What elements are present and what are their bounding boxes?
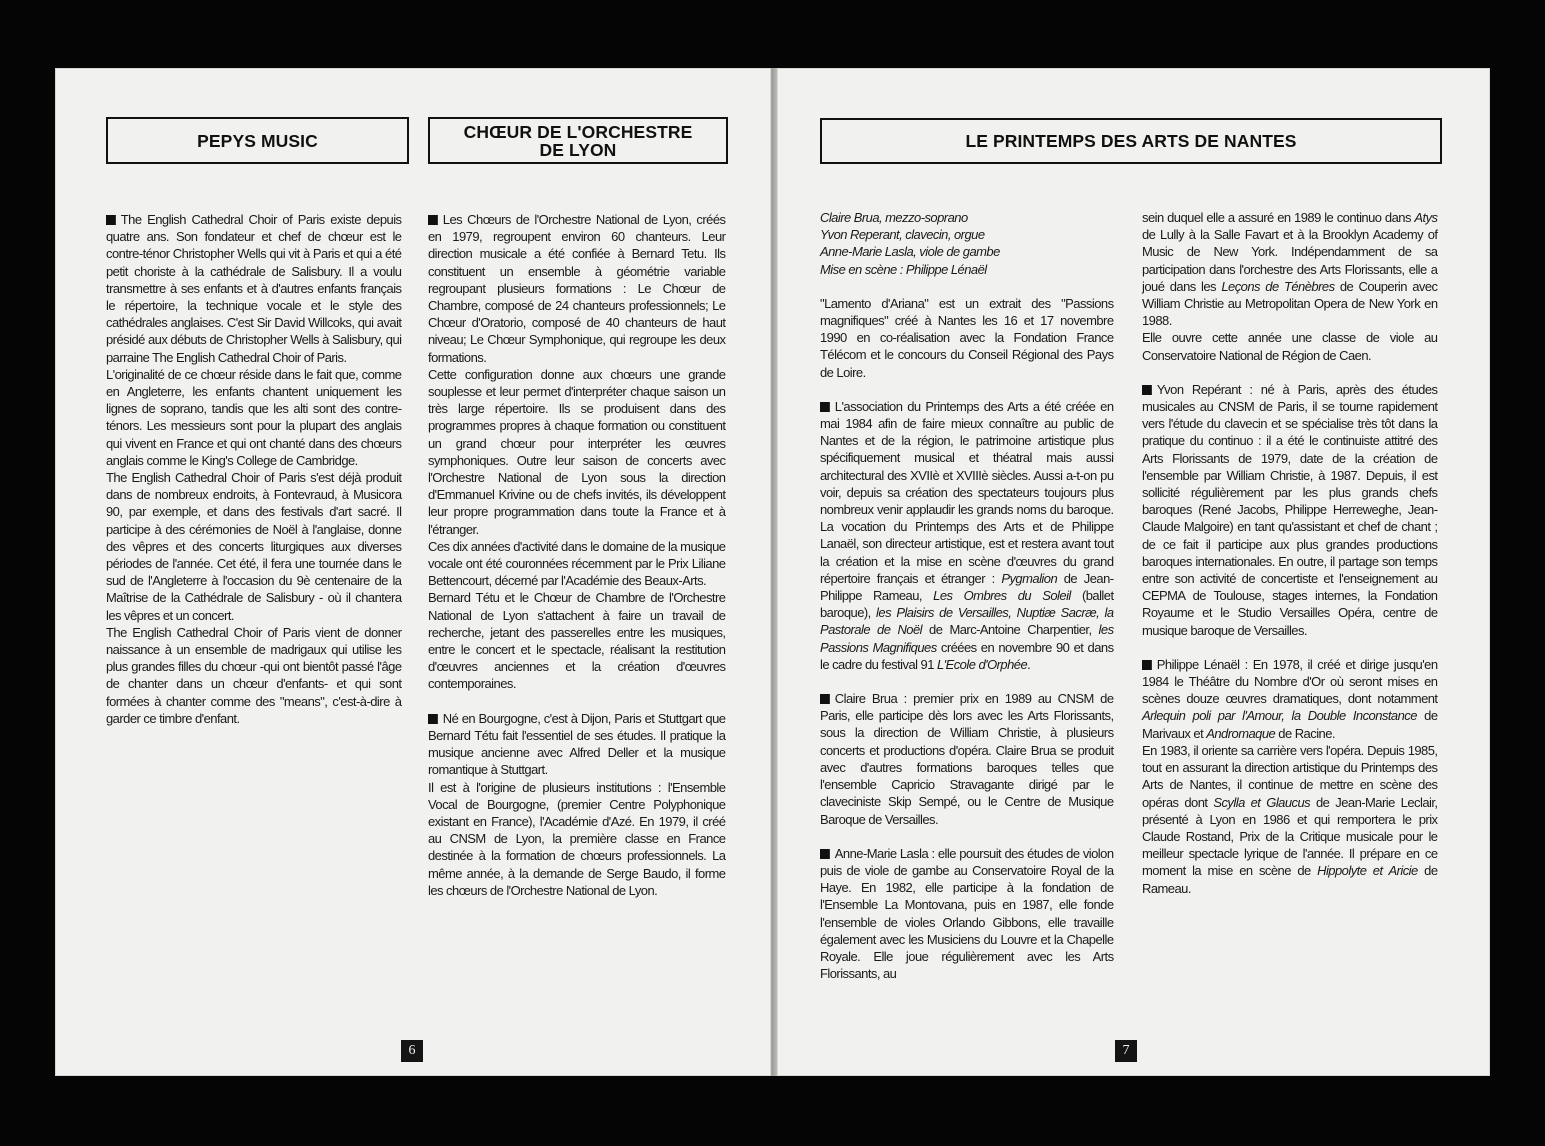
header-choeur-lyon: CHŒUR DE L'ORCHESTRE DE LYON [428,117,728,164]
column-choeur-lyon [428,211,725,899]
paragraph: En 1983, il oriente sa carrière vers l'opéra. Depuis 1985, tout en assurant la direction artistique du Printemps des Arts de Nantes, il continue de mettre en scène des opéras dont Scylla et Glaucus de Jean-Marie Leclair, présenté à Lyon en 1986 et qui remportera le prix Claude Rostand, Prix de la Critique musicale pour le meilleur spectacle lyrique de l'année. Il prépare en ce moment la mise en scène de Hippolyte et Aricie de Rameau. [1142,742,1438,896]
paragraph: Anne-Marie Lasla : elle poursuit des études de violon puis de viole de gambe au Conservatoire Royal de la Haye. En 1982, elle participe à la fondation de l'Ensemble La Montovana, puis en 1987, elle fonde l'ensemble de violes Orlando Gibbons, elle travaille également avec les Musiciens du Louvre et la Chapelle Royale. Elle joue régulièrement avec les Arts Florissants, au [820,845,1114,982]
bullet-icon [820,402,830,412]
bullet-icon [820,694,830,704]
column-printemps-1 [820,209,1114,982]
paragraph: L'association du Printemps des Arts a été créée en mai 1984 afin de faire mieux connaître au public de Nantes et de la région, le patrimoine artistique plus spécifiquement musical et théatral mais aussi architectural des XVIIè et XVIIIè siècles. Aussi a-t-on pu voir, depuis sa création des spectateurs toujours plus nombreux venir applaudir les grands noms du baroque. La vocation du Printemps des Arts et de Philippe Lanaël, son directeur artistique, est et restera avant tout la création et la mise en scène d'œuvres du grand répertoire français et étranger : Pygmalion de Jean-Philippe Rameau, Les Ombres du Soleil (ballet baroque), les Plaisirs de Versailles, Nuptiæ Sacræ, la Pastorale de Noël de Marc-Antoine Charpentier, les Passions Magnifiques créées en novembre 90 et dans le cadre du festival 91 L'Ecole d'Orphée. [820,398,1114,672]
paragraph: The English Cathedral Choir of Paris vient de donner naissance à un ensemble de madrigaux qui utilise les plus grandes filles du chœur -qui ont bientôt passé l'âge de chanter dans un chœur d'enfants- et qui sont formées à chanter comme des "means", c'est-à-dire à garder ce timbre d'enfant. [106,624,402,726]
bullet-icon [428,714,438,724]
bullet-icon [1142,385,1152,395]
paragraph: Il est à l'origine de plusieurs institutions : l'Ensemble Vocal de Bourgogne, (premier Centre Polyphonique existant en France), l'Académie d'Azé. En 1979, il créé au CNSM de Lyon, la première classe en France destinée à la formation de chœurs professionnels. La même année, à la demande de Serge Baudo, il forme les chœurs de l'Orchestre National de Lyon. [428,779,726,898]
paragraph: The English Cathedral Choir of Paris s'est déjà produit dans de nombreux endroits, à Fontevraud, à Musicora 90, par exemple, et dans des festivals d'art sacré. Il participe à des cérémonies de Noël à l'anglaise, donne des vêpres et des concerts liturgiques aux diverses périodes de l'année. Cet été, il fera une tournée dans le sud de l'Angleterre à l'occasion du 9è centenaire de la Maîtrise de la Cathédrale de Salisbury - où il chantera les vêpres et un concert. [106,470,402,623]
header-pepys-music: PEPYS MUSIC [106,117,409,164]
page-number: 6 [401,1040,423,1062]
paragraph: Cette configuration donne aux chœurs une grande souplesse et leur permet d'interpréter chaque saison un très large répertoire. Ils se produisent dans des programmes propres à chaque formation ou constituent un grand chœur pour interpréter les œuvres symphoniques. Outre leur saison de concerts avec l'Orchestre National de Lyon sous la direction d'Emmanuel Krivine ou de chefs invités, ils développent leur propre programmation dans toute la France et à l'étranger. [428,366,726,537]
bullet-icon [1142,660,1152,670]
page-number: 7 [1115,1040,1137,1062]
credit-line: Anne-Marie Lasla, viole de gambe [820,244,1000,260]
paragraph: sein duquel elle a assuré en 1989 le continuo dans Atys de Lully à la Salle Favart et à la Brooklyn Academy of Music de New York. Indépendamment de sa participation dans l'orchestre des Arts Florissants, elle a joué dans les Leçons de Ténèbres de Couperin avec William Christie au Metropolitan Opera de New York en 1988. [1142,210,1438,329]
right-page [777,68,1490,1076]
paragraph: L'originalité de ce chœur réside dans le fait que, comme en Angleterre, les enfants chantent uniquement les lignes de soprano, tandis que les alti sont des contre-ténors. Les messieurs sont pour la plupart des anglais qui vivent en France et qui ont chanté dans des chœurs anglais comme le King's College de Cambridge. [106,366,402,468]
paragraph: Ces dix années d'activité dans le domaine de la musique vocale ont été couronnées récemment par le Prix Liliane Bettencourt, décerné par l'Académie des Beaux-Arts. [428,538,726,589]
paragraph: Elle ouvre cette année une classe de viole au Conservatoire National de Région de Caen. [1142,330,1438,363]
header-printemps-arts-nantes: LE PRINTEMPS DES ARTS DE NANTES [820,118,1442,164]
credit-line: Mise en scène : Philippe Lénaël [820,261,987,277]
column-printemps-2 [1142,209,1438,897]
paragraph: Yvon Repérant : né à Paris, après des études musicales au CNSM de Paris, il se tourne rapidement vers l'étude du clavecin et se spécialise très tôt dans la pratique du continuo : il a été le continuiste attitré des Arts Florissants de 1979, date de la création de l'ensemble par William Christie, à 1987. Depuis, il est sollicité régulièrement par les plus grands chefs baroques (René Jacobs, Philippe Herreweghe, Jean-Claude Malgoire) en tant qu'assistant et chef de chant ; de ce fait il participe aux plus grandes productions baroques internationales. En outre, il partage son temps entre son activité de concertiste et l'enseignement au CEPMA de Toulouse, stages internes, la Fondation Royaume et le Studio Versailles Opéra, centre de musique baroque de Versailles. [1142,381,1438,638]
paragraph: "Lamento d'Ariana" est un extrait des "Passions magnifiques" créé à Nantes les 16 et 17 novembre 1990 en co-réalisation avec la Fondation France Télécom et le concours du Conseil Régional des Pays de Loire. [820,295,1114,380]
credit-line: Yvon Reperant, clavecin, orgue [820,227,985,243]
paragraph: Claire Brua : premier prix en 1989 au CNSM de Paris, elle participe dès lors avec les Arts Florissants, sous la direction de William Christie, à plusieurs concerts et productions d'opéra. Claire Brua se produit avec d'autres formations baroques telles que l'ensemble Capricio Stravagante dirigé par le claveciniste Skip Sempé, ou le Centre de Musique Baroque de Versailles. [820,691,1114,827]
bullet-icon [820,849,830,859]
credit-line: Claire Brua, mezzo-soprano [820,210,968,225]
bullet-icon [106,215,116,225]
bullet-icon [428,215,438,225]
paragraph: Les Chœurs de l'Orchestre National de Lyon, créés en 1979, regroupent environ 60 chanteurs. Leur direction musicale a été confiée à Bernard Tetu. Ils constituent un ensemble à géométrie variable regroupant plusieurs formations : Le Chœur de Chambre, composé de 24 chanteurs professionnels; Le Chœur d'Oratorio, composé de 40 chanteurs de haut niveau; Le Chœur Symphonique, qui regroupe les deux formations. [428,212,726,365]
paragraph: The English Cathedral Choir of Paris existe depuis quatre ans. Son fondateur et chef de chœur est le contre-ténor Christopher Wells qui vit à Paris et qui a été petit choriste à la cathédrale de Salisbury. Il a voulu transmettre à ses enfants et à d'autres enfants français le répertoire, la technique vocale et le style des cathédrales anglaises. C'est Sir David Willcoks, qui avait présidé aux débuts de Christopher Wells à Salisbury, qui parraine The English Cathedral Choir of Paris. [106,212,402,365]
left-page [55,68,771,1076]
column-pepys-music [106,211,402,727]
paragraph: Né en Bourgogne, c'est à Dijon, Paris et Stuttgart que Bernard Tétu fait l'essentiel de ses études. Il pratique la musique ancienne avec Alfred Deller et la musique romantique à Stuttgart. [428,710,726,778]
paragraph: Philippe Lénaël : En 1978, il créé et dirige jusqu'en 1984 le Théâtre du Nombre d'Or où seront mises en scènes douze œuvres dramatiques, dont notamment Arlequin poli par l'Amour, la Double Inconstance de Marivaux et Andromaque de Racine. [1142,656,1438,741]
paragraph: Bernard Tétu et le Chœur de Chambre de l'Orchestre National de Lyon s'attachent à faire un travail de recherche, jetant des passerelles entre les musiques, entre le concert et le spectacle, réalisant la restitution d'œuvres anciennes et la création d'œuvres contemporaines. [428,590,726,692]
